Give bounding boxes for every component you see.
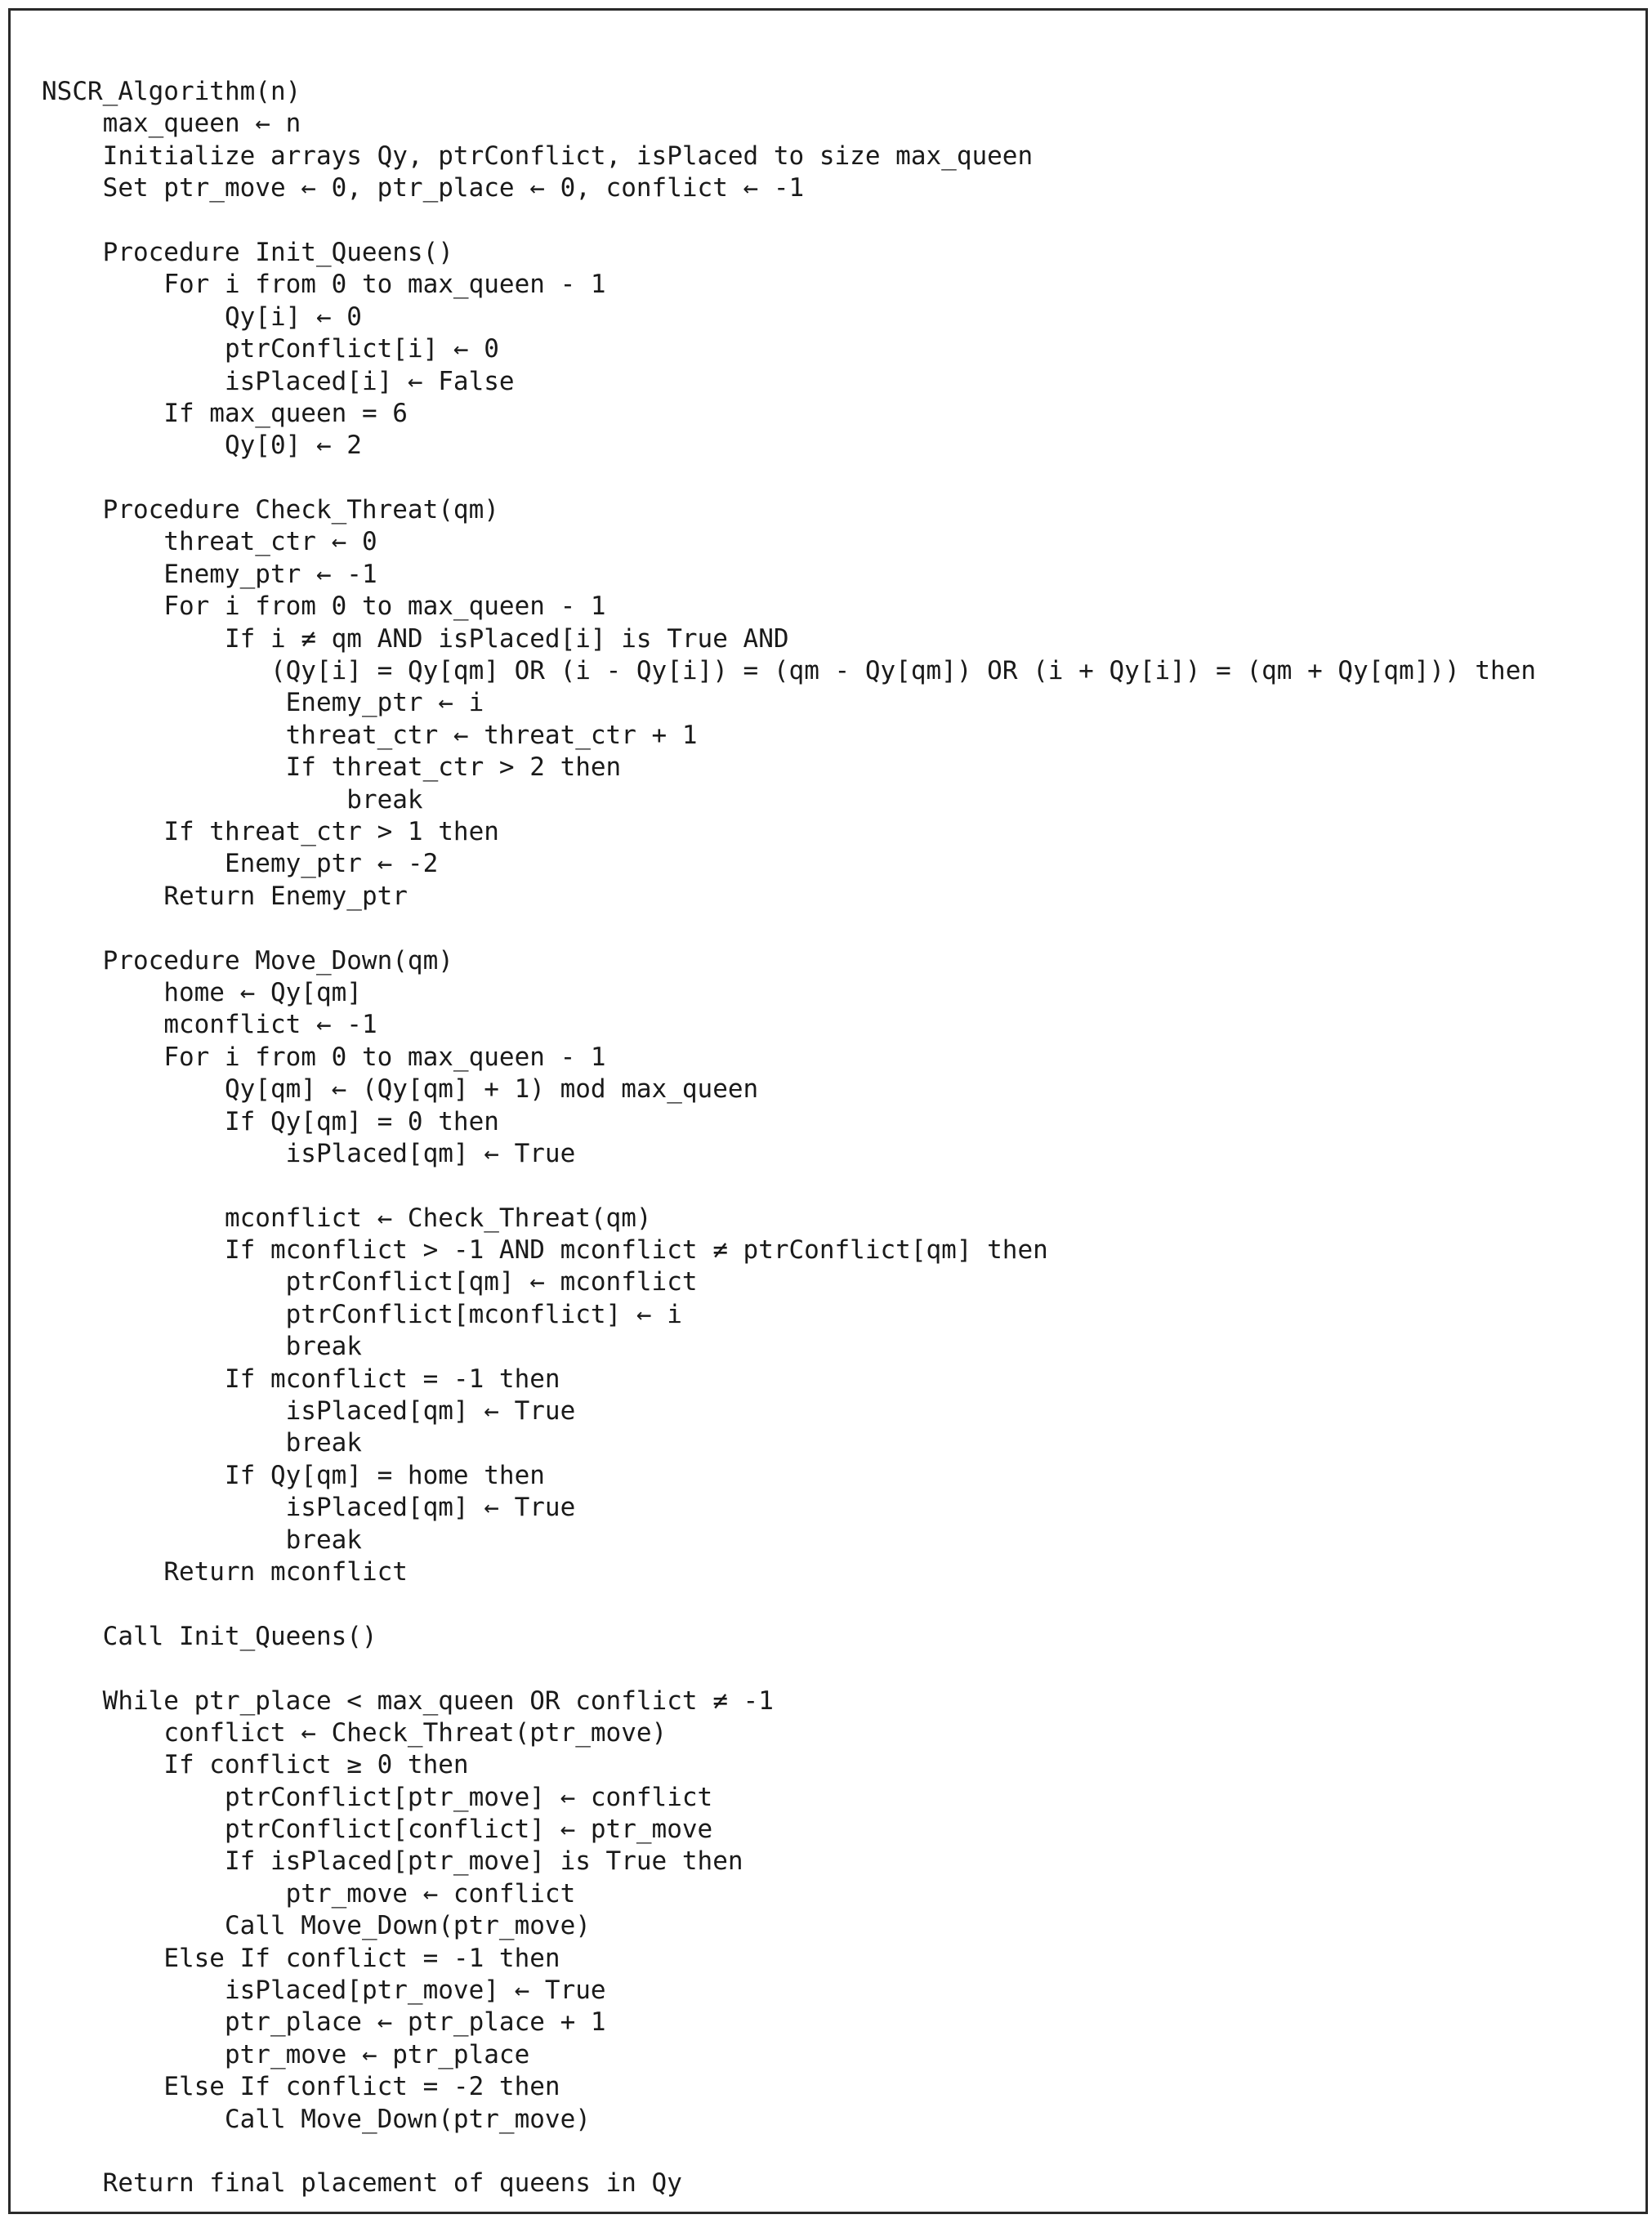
line-text: If mconflict = -1 then bbox=[224, 1364, 560, 1394]
line-indent bbox=[42, 1428, 286, 1458]
code-line bbox=[42, 848, 1536, 880]
code-line bbox=[42, 1846, 1536, 1877]
code-line bbox=[42, 333, 1536, 365]
blank-line bbox=[42, 462, 1536, 494]
code-line bbox=[42, 1975, 1536, 2007]
line-indent bbox=[42, 141, 103, 171]
code-line bbox=[42, 108, 1536, 140]
line-text: Enemy_ptr ← i bbox=[285, 688, 484, 718]
code-line bbox=[42, 881, 1536, 913]
line-text: For i from 0 to max_queen - 1 bbox=[163, 592, 606, 622]
line-text: ptrConflict[ptr_move] ← conflict bbox=[224, 1782, 713, 1812]
line-indent bbox=[42, 1300, 286, 1329]
line-indent bbox=[42, 849, 225, 878]
code-line bbox=[42, 1460, 1536, 1492]
line-text: For i from 0 to max_queen - 1 bbox=[163, 1042, 606, 1072]
line-indent bbox=[42, 1074, 225, 1104]
code-line bbox=[42, 559, 1536, 591]
line-text: mconflict ← Check_Threat(qm) bbox=[224, 1203, 652, 1233]
line-indent bbox=[42, 1139, 286, 1168]
line-indent bbox=[42, 560, 163, 589]
line-text: If mconflict > -1 AND mconflict ≠ ptrConflict[qm] then bbox=[224, 1235, 1048, 1266]
line-indent bbox=[42, 592, 163, 621]
line-text: For i from 0 to max_queen - 1 bbox=[163, 270, 606, 300]
code-line bbox=[42, 1492, 1536, 1524]
line-text: If conflict ≥ 0 then bbox=[163, 1750, 469, 1780]
code-line bbox=[42, 1717, 1536, 1749]
line-text: mconflict ← -1 bbox=[163, 1010, 377, 1040]
code-line bbox=[42, 977, 1536, 1009]
code-line bbox=[42, 2039, 1536, 2071]
line-text: isPlaced[i] ← False bbox=[224, 366, 515, 396]
line-indent bbox=[42, 1461, 225, 1490]
line-indent bbox=[42, 1332, 286, 1361]
code-line bbox=[42, 141, 1536, 172]
code-line bbox=[42, 1427, 1536, 1459]
line-text: isPlaced[qm] ← True bbox=[285, 1138, 576, 1168]
line-indent bbox=[42, 1235, 225, 1265]
line-text: Qy[i] ← 0 bbox=[224, 301, 362, 332]
line-text: break bbox=[285, 1332, 362, 1362]
line-indent bbox=[42, 2007, 225, 2037]
code-line bbox=[42, 237, 1536, 269]
line-text: If Qy[qm] = home then bbox=[224, 1460, 545, 1490]
line-indent bbox=[42, 624, 225, 654]
pseudocode-listing bbox=[42, 76, 1536, 2200]
line-indent bbox=[42, 656, 270, 685]
line-indent bbox=[42, 1622, 103, 1651]
line-text: Procedure Move_Down(qm) bbox=[102, 945, 453, 976]
code-line bbox=[42, 1203, 1536, 1235]
code-line bbox=[42, 366, 1536, 398]
line-indent bbox=[42, 1010, 163, 1039]
code-line bbox=[42, 687, 1536, 719]
line-indent bbox=[42, 334, 225, 364]
line-text: Return Enemy_ptr bbox=[163, 881, 408, 911]
line-text: threat_ctr ← 0 bbox=[163, 527, 377, 557]
line-text: Return final placement of queens in Qy bbox=[102, 2168, 682, 2199]
line-text: threat_ctr ← threat_ctr + 1 bbox=[285, 720, 698, 750]
line-indent bbox=[42, 785, 346, 815]
line-text: ptr_move ← conflict bbox=[285, 1878, 576, 1909]
blank-line bbox=[42, 1588, 1536, 1620]
code-line bbox=[42, 2168, 1536, 2199]
line-text: If isPlaced[ptr_move] is True then bbox=[224, 1846, 743, 1877]
line-indent bbox=[42, 1267, 286, 1297]
line-text: Set ptr_move ← 0, ptr_place ← 0, conflict ← -1 bbox=[102, 173, 805, 203]
line-indent bbox=[42, 238, 103, 267]
line-indent bbox=[42, 495, 103, 525]
code-line bbox=[42, 945, 1536, 977]
line-indent bbox=[42, 1846, 225, 1876]
line-text: ptrConflict[conflict] ← ptr_move bbox=[224, 1815, 713, 1845]
code-line bbox=[42, 1685, 1536, 1717]
line-text: Enemy_ptr ← -2 bbox=[224, 849, 439, 879]
line-indent bbox=[42, 2040, 225, 2069]
code-line bbox=[42, 2007, 1536, 2038]
code-line bbox=[42, 1074, 1536, 1105]
code-line bbox=[42, 1138, 1536, 1170]
line-indent bbox=[42, 1976, 225, 2005]
line-text: Return mconflict bbox=[163, 1556, 408, 1587]
pseudocode-frame bbox=[8, 8, 1648, 2214]
line-text: Call Init_Queens() bbox=[102, 1621, 377, 1651]
line-text: If threat_ctr > 2 then bbox=[285, 752, 622, 783]
blank-line bbox=[42, 1170, 1536, 1202]
line-indent bbox=[42, 1879, 286, 1909]
code-line bbox=[42, 1814, 1536, 1846]
line-text: isPlaced[qm] ← True bbox=[285, 1493, 576, 1523]
line-text: Procedure Check_Threat(qm) bbox=[102, 495, 499, 525]
code-line bbox=[42, 1910, 1536, 1942]
code-line bbox=[42, 1395, 1536, 1427]
line-text: Procedure Init_Queens() bbox=[102, 237, 453, 267]
blank-line bbox=[42, 205, 1536, 237]
code-line bbox=[42, 1235, 1536, 1266]
line-text: break bbox=[285, 1525, 362, 1555]
line-indent bbox=[42, 1783, 225, 1812]
line-text: isPlaced[ptr_move] ← True bbox=[224, 1976, 606, 2006]
line-indent bbox=[42, 173, 103, 203]
blank-line bbox=[42, 1653, 1536, 1685]
code-line bbox=[42, 1621, 1536, 1653]
line-indent bbox=[42, 2072, 163, 2101]
code-line bbox=[42, 1878, 1536, 1910]
code-line bbox=[42, 1106, 1536, 1138]
line-indent bbox=[42, 1718, 163, 1748]
line-indent bbox=[42, 367, 225, 396]
code-line bbox=[42, 1749, 1536, 1781]
line-text: max_queen ← n bbox=[102, 109, 301, 139]
line-indent bbox=[42, 946, 103, 976]
line-text: ptrConflict[i] ← 0 bbox=[224, 334, 499, 364]
code-line bbox=[42, 1331, 1536, 1363]
line-indent bbox=[42, 978, 163, 1007]
code-line bbox=[42, 1943, 1536, 1975]
line-text: break bbox=[285, 1428, 362, 1458]
line-text: ptrConflict[mconflict] ← i bbox=[285, 1299, 682, 1329]
code-line bbox=[42, 1556, 1536, 1588]
line-indent bbox=[42, 1557, 163, 1587]
line-indent bbox=[42, 109, 103, 138]
line-text: Qy[qm] ← (Qy[qm] + 1) mod max_queen bbox=[224, 1074, 759, 1105]
code-line bbox=[42, 1042, 1536, 1074]
code-line bbox=[42, 494, 1536, 526]
line-text: Qy[0] ← 2 bbox=[224, 431, 362, 461]
code-line bbox=[42, 1525, 1536, 1556]
line-text: NSCR_Algorithm(n) bbox=[42, 77, 301, 106]
line-text: If threat_ctr > 1 then bbox=[163, 816, 499, 846]
code-line bbox=[42, 1009, 1536, 1041]
line-text: isPlaced[qm] ← True bbox=[285, 1396, 576, 1426]
line-text: break bbox=[346, 784, 423, 815]
line-text: Call Move_Down(ptr_move) bbox=[224, 1911, 591, 1941]
line-text: If Qy[qm] = 0 then bbox=[224, 1106, 499, 1136]
line-indent bbox=[42, 752, 286, 782]
code-line bbox=[42, 526, 1536, 558]
line-indent bbox=[42, 1750, 163, 1779]
line-indent bbox=[42, 817, 163, 846]
line-indent bbox=[42, 882, 163, 911]
line-indent bbox=[42, 1944, 163, 1973]
line-indent bbox=[42, 721, 286, 750]
code-line bbox=[42, 784, 1536, 816]
line-text: Initialize arrays Qy, ptrConflict, isPlaced to size max_queen bbox=[102, 141, 1034, 171]
line-indent bbox=[42, 527, 163, 556]
line-indent bbox=[42, 1493, 286, 1522]
line-indent bbox=[42, 1396, 286, 1426]
line-indent bbox=[42, 2105, 225, 2134]
code-line bbox=[42, 623, 1536, 655]
code-line bbox=[42, 430, 1536, 462]
line-indent bbox=[42, 688, 286, 717]
line-indent bbox=[42, 1815, 225, 1844]
code-line bbox=[42, 398, 1536, 430]
line-text: If max_queen = 6 bbox=[163, 398, 408, 428]
blank-line bbox=[42, 913, 1536, 944]
line-text: conflict ← Check_Threat(ptr_move) bbox=[163, 1717, 667, 1748]
line-text: Enemy_ptr ← -1 bbox=[163, 559, 377, 589]
line-indent bbox=[42, 270, 163, 299]
line-indent bbox=[42, 1525, 286, 1555]
code-line bbox=[42, 816, 1536, 848]
code-line bbox=[42, 1364, 1536, 1395]
line-text: (Qy[i] = Qy[qm] OR (i - Qy[i]) = (qm - Qy[qm]) OR (i + Qy[i]) = (qm + Qy[qm])) then bbox=[270, 656, 1537, 686]
line-text: ptr_move ← ptr_place bbox=[224, 2039, 530, 2069]
line-text: While ptr_place < max_queen OR conflict ≠ -1 bbox=[102, 1685, 774, 1716]
line-indent bbox=[42, 1911, 225, 1940]
line-indent bbox=[42, 1686, 103, 1716]
code-line bbox=[42, 720, 1536, 752]
line-indent bbox=[42, 1364, 225, 1394]
code-line bbox=[42, 269, 1536, 301]
line-indent bbox=[42, 1107, 225, 1136]
code-line bbox=[42, 172, 1536, 204]
code-line bbox=[42, 655, 1536, 687]
code-line bbox=[42, 752, 1536, 784]
code-line bbox=[42, 591, 1536, 623]
line-text: Else If conflict = -1 then bbox=[163, 1943, 560, 1973]
code-line bbox=[42, 1299, 1536, 1331]
code-line bbox=[42, 2071, 1536, 2103]
line-text: ptrConflict[qm] ← mconflict bbox=[285, 1267, 698, 1297]
line-indent bbox=[42, 399, 163, 428]
line-indent bbox=[42, 431, 225, 460]
line-text: home ← Qy[qm] bbox=[163, 977, 362, 1007]
line-text: If i ≠ qm AND isPlaced[i] is True AND bbox=[224, 623, 789, 654]
code-line bbox=[42, 76, 1536, 108]
line-indent bbox=[42, 302, 225, 332]
code-line bbox=[42, 1782, 1536, 1814]
blank-line bbox=[42, 2136, 1536, 2168]
line-indent bbox=[42, 1043, 163, 1072]
code-line bbox=[42, 1266, 1536, 1298]
line-indent bbox=[42, 1203, 225, 1233]
line-indent bbox=[42, 2168, 103, 2198]
code-line bbox=[42, 2104, 1536, 2136]
line-text: Else If conflict = -2 then bbox=[163, 2072, 560, 2102]
line-text: ptr_place ← ptr_place + 1 bbox=[224, 2007, 606, 2038]
code-line bbox=[42, 301, 1536, 333]
line-text: Call Move_Down(ptr_move) bbox=[224, 2104, 591, 2134]
